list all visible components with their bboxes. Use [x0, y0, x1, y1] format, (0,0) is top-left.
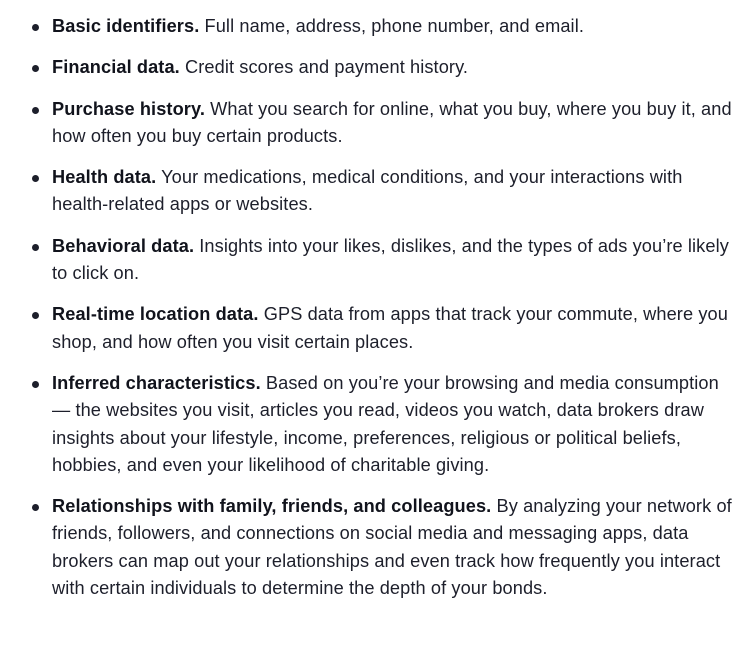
list-item-financial-data — [30, 54, 738, 81]
item-description: Credit scores and payment history. — [179, 57, 469, 78]
item-description: Insights into your likes, dislikes, and the types of ads you’re likely to click on. — [52, 235, 729, 284]
list-item-health-data — [30, 164, 738, 219]
item-description: What you search for online, what you buy, where you buy it, and how often you buy certain products. — [52, 98, 732, 146]
item-term: Basic identifiers. — [52, 16, 200, 36]
item-term: Inferred characteristics. — [52, 372, 261, 393]
list-item-basic-identifiers — [30, 13, 738, 40]
item-description: Your medications, medical conditions, and your interactions with health-related apps or websites. — [52, 167, 683, 215]
list-item-behavioral-data — [30, 233, 738, 288]
item-term: Financial data. — [52, 57, 180, 78]
list-item-inferred-characteristics — [30, 370, 738, 479]
item-term: Behavioral data. — [52, 235, 195, 256]
item-description: Full name, address, phone number, and email. — [199, 16, 584, 36]
data-types-list — [30, 13, 738, 602]
item-term: Purchase history. — [52, 98, 205, 119]
item-description: Based on you’re your browsing and media consumption — the websites you visit, articles you read, videos you watch, data brokers draw insights about your lifestyle, income, preferences, religious or political beliefs, hobbies, and even your likelihood of charitable giving. — [52, 372, 719, 475]
item-term: Relationships with family, friends, and colleagues. — [52, 496, 492, 517]
item-description: GPS data from apps that track your commute, where you shop, and how often you visit certain places. — [52, 304, 728, 352]
item-term: Health data. — [52, 167, 157, 188]
list-item-location-data — [30, 301, 738, 356]
list-item-relationships — [30, 493, 738, 602]
item-description: By analyzing your network of friends, followers, and connections on social media and messaging apps, data brokers can map out your relationships and even track how frequently you interact with certain individuals to determine the depth of your bonds. — [52, 496, 732, 599]
item-term: Real-time location data. — [52, 304, 259, 325]
list-item-purchase-history — [30, 96, 738, 151]
